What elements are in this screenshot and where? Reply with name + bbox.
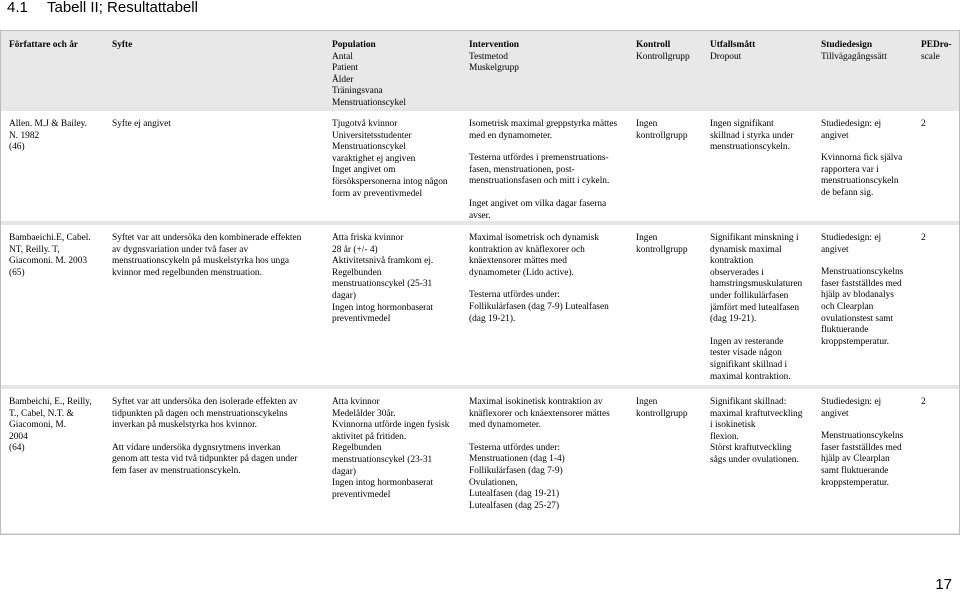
cell-paragraph (710, 337, 814, 383)
cell-text-line: dagar) (332, 466, 356, 477)
cell-study-design (821, 119, 914, 200)
header-title: Population (332, 40, 376, 50)
cell-text-line: Maximal isokinetisk kontraktion av (469, 397, 603, 407)
cell-text-line: Att vidare undersöka dygnsrytmens inverkan (112, 442, 281, 453)
cell-text-line: Tjugotvå kvinnor (332, 119, 398, 129)
cell-text-line: dynamometer (Lido active). (469, 267, 574, 278)
cell-text-line: genom att testa vid två tidpunkter på dagen under (112, 454, 298, 465)
header-subtitle: Ålder (332, 74, 354, 85)
header-title: Intervention (469, 40, 519, 50)
cell-population (332, 397, 462, 501)
cell-text-line: Menstruationscykel (332, 142, 406, 153)
cell-text-line: kroppstemperatur. (821, 477, 889, 488)
cell-text-line: flexion. (710, 431, 739, 442)
cell-paragraph (112, 443, 327, 478)
cell-paragraph (821, 233, 914, 256)
cell-text-line: signifikant skillnad i (710, 359, 788, 370)
cell-text-line: Testerna utfördes under: (469, 290, 560, 301)
header-subtitle: Kontrollgrupp (636, 51, 690, 62)
cell-text-line: angivet (821, 408, 849, 419)
header-pedro-score (921, 40, 959, 63)
header-subtitle: Antal (332, 51, 353, 62)
cell-paragraph (112, 119, 327, 131)
cell-text-line: Ingen (636, 119, 658, 129)
cell-paragraph (821, 431, 914, 489)
cell-text-line: Maximal isometrisk och dynamisk (469, 233, 599, 243)
cell-text-line: i isokinetisk (710, 420, 756, 431)
header-title: Författare och år (9, 40, 79, 50)
header-subtitle: Patient (332, 63, 359, 74)
cell-text-line: menstruationscykeln. (710, 142, 790, 153)
cell-text-line: menstruationscykel (23-31 (332, 454, 433, 465)
header-title: Studiedesign (821, 40, 873, 50)
cell-text-line: menstruationscykel (25-31 (332, 279, 433, 290)
cell-text-line: Inget angivet om (332, 165, 396, 176)
cell-text-line: Menstruationen (dag 1-4) (469, 454, 565, 465)
cell-text-line: Ingen signifikant (710, 119, 774, 129)
header-population (332, 40, 462, 110)
cell-study-design (821, 397, 914, 489)
cell-text-line: inverkan på muskelstyrka hos kvinnor. (112, 420, 258, 431)
header-outcome (710, 40, 814, 63)
cell-intervention (469, 233, 629, 325)
cell-text-line: Signifikant minskning i (710, 233, 799, 243)
cell-text-line: försökspersonerna intog någon (332, 176, 448, 187)
cell-text-line: Ingen (636, 233, 658, 243)
cell-paragraph (112, 397, 327, 432)
cell-outcome (710, 397, 814, 467)
cell-text-line: kontraktion av knäflexorer och (469, 244, 585, 255)
cell-text-line: Ingen av resterande (710, 336, 784, 347)
cell-text-line: Syftet var att undersöka den isolerade effekten av (112, 397, 298, 407)
cell-text-line: Regelbunden (332, 267, 382, 278)
cell-text-line: fasen, menstruationen, post- (469, 164, 575, 175)
header-subtitle: Menstruationscykel (332, 97, 406, 108)
cell-text-line: menstruationscykeln (821, 176, 899, 187)
cell-paragraph (921, 233, 959, 245)
cell-text-line: Bambaeichi.E, Cabel. (9, 233, 91, 243)
cell-text-line: de befann sig. (821, 187, 874, 198)
cell-text-line: (dag 19-21). (710, 314, 757, 325)
cell-text-line: hamstringsmuskulaturen (710, 279, 803, 290)
cell-text-line: preventivmedel (332, 314, 391, 325)
cell-text-line: (65) (9, 267, 25, 278)
cell-text-line: N. 1982 (9, 130, 40, 141)
header-title: Syfte (112, 40, 133, 50)
cell-intervention (469, 119, 629, 222)
cell-text-line: samt fluktuerande (821, 465, 889, 476)
cell-text-line: (dag 19-21). (469, 313, 516, 324)
cell-text-line: kontraktion (710, 256, 754, 267)
cell-population (332, 119, 462, 200)
cell-population (332, 233, 462, 326)
cell-text-line: 2 (921, 397, 926, 407)
cell-text-line: 2004 (9, 431, 28, 442)
cell-text-line: knäflexorer och knäextensorer mättes (469, 408, 610, 419)
cell-text-line: sågs under ovulationen. (710, 454, 799, 465)
cell-text-line: Universitetsstudenter (332, 130, 412, 141)
cell-text-line: (64) (9, 443, 25, 454)
cell-text-line: maximal kraftutveckling (710, 408, 803, 419)
cell-paragraph (9, 119, 104, 154)
cell-text-line: Lutealfasen (dag 25-27) (469, 500, 560, 511)
cell-text-line: Kvinnorna fick själva (821, 153, 903, 164)
cell-text-line: tester visade någon (710, 348, 782, 359)
cell-text-line: tidpunkten på dagen och menstruationscykelns (112, 408, 288, 419)
cell-text-line: kontrollgrupp (636, 244, 688, 255)
table-header-row (1, 31, 959, 107)
cell-text-line: menstruationscykeln på muskelstyrka hos unga (112, 256, 290, 267)
cell-purpose (112, 233, 327, 279)
cell-paragraph (821, 397, 914, 420)
cell-pedro-score (921, 397, 959, 409)
cell-text-line: Testerna utfördes under: (469, 442, 560, 453)
cell-paragraph (821, 267, 914, 348)
cell-author-year (9, 233, 104, 279)
cell-text-line: Menstruationscykelns (821, 431, 904, 442)
cell-text-line: Lutealfasen (dag 19-21) (469, 489, 560, 500)
cell-text-line: dynamisk maximal (710, 244, 782, 255)
cell-text-line: varaktighet ej angiven (332, 153, 416, 164)
cell-text-line: Studiedesign: ej (821, 233, 882, 243)
cell-paragraph (9, 233, 104, 279)
cell-text-line: fluktuerande (821, 325, 869, 336)
cell-text-line: hjälp av Clearplan (821, 454, 890, 465)
cell-text-line: Isometrisk maximal greppstyrka mättes (469, 119, 618, 129)
cell-text-line: Giacomoni. M. 2003 (9, 256, 88, 267)
cell-text-line: (46) (9, 142, 25, 153)
cell-text-line: Follikulärfasen (dag 7-9) Lutealfasen (469, 301, 609, 312)
header-title: Kontroll (636, 40, 671, 50)
cell-control (636, 119, 704, 142)
header-study-design (821, 40, 914, 63)
header-subtitle: Muskelgrupp (469, 63, 519, 74)
cell-text-line: observerades i (710, 267, 764, 278)
cell-text-line: Ovulationen, (469, 477, 518, 488)
cell-paragraph (636, 397, 704, 420)
header-control (636, 40, 704, 63)
cell-text-line: Menstruationscykelns (821, 267, 904, 278)
header-subtitle: scale (921, 51, 940, 62)
cell-text-line: Ingen intog hormonbaserat (332, 302, 434, 313)
cell-text-line: ovulationstest samt (821, 313, 894, 324)
cell-text-line: 2 (921, 119, 926, 129)
cell-text-line: Störst kraftutveckling (710, 443, 792, 454)
cell-text-line: jämfört med lutealfasen (710, 302, 800, 313)
cell-text-line: kvinnor med regelbunden menstruation. (112, 267, 262, 278)
section-number: 4.1 (7, 0, 28, 16)
cell-intervention (469, 397, 629, 512)
cell-text-line: Studiedesign: ej (821, 397, 882, 407)
cell-pedro-score (921, 233, 959, 245)
header-title: PEDro- (921, 40, 952, 50)
cell-paragraph (469, 119, 629, 142)
cell-paragraph (332, 233, 462, 326)
header-subtitle: Dropout (710, 51, 742, 62)
cell-text-line: fem faser av menstruationscykeln. (112, 465, 241, 476)
header-intervention (469, 40, 629, 75)
table-row (1, 389, 959, 533)
cell-text-line: Kvinnorna utförde ingen fysisk (332, 420, 450, 431)
cell-text-line: 2 (921, 233, 926, 243)
cell-text-line: Ingen (636, 397, 658, 407)
cell-paragraph (821, 153, 914, 199)
cell-text-line: Syfte ej angivet (112, 119, 171, 129)
cell-text-line: Signifikant skillnad: (710, 397, 787, 407)
cell-paragraph (469, 199, 629, 222)
cell-text-line: NT, Reilly. T, (9, 244, 60, 255)
cell-text-line: Regelbunden (332, 443, 382, 454)
cell-paragraph (636, 119, 704, 142)
cell-paragraph (710, 119, 814, 154)
cell-text-line: under follikulärfasen (710, 290, 789, 301)
cell-paragraph (332, 119, 462, 200)
cell-text-line: angivet (821, 244, 849, 255)
cell-outcome (710, 119, 814, 154)
cell-text-line: Studiedesign: ej (821, 119, 882, 129)
cell-paragraph (921, 397, 959, 409)
cell-text-line: angivet (821, 130, 849, 141)
header-title: Utfallsmått (710, 40, 756, 50)
cell-text-line: form av preventivmedel (332, 188, 423, 199)
header-purpose (112, 40, 327, 52)
table-row (1, 225, 959, 385)
cell-text-line: Ingen intog hormonbaserat (332, 478, 434, 489)
cell-text-line: faser fastställdes med (821, 278, 902, 289)
cell-text-line: Testerna utfördes i premenstruations- (469, 153, 609, 164)
page-number: 17 (935, 576, 952, 593)
cell-text-line: med en dynamometer. (469, 130, 553, 141)
header-subtitle: Träningsvana (332, 86, 383, 97)
cell-paragraph (921, 119, 959, 131)
cell-text-line: avser. (469, 210, 491, 221)
cell-text-line: aktivitet på fritiden. (332, 431, 407, 442)
cell-control (636, 397, 704, 420)
cell-text-line: Syftet var att undersöka den kombinerade effekten (112, 233, 302, 243)
cell-purpose (112, 119, 327, 131)
cell-text-line: med dynamometer. (469, 420, 541, 431)
cell-paragraph (710, 233, 814, 326)
cell-text-line: Medelålder 30år. (332, 408, 396, 419)
cell-outcome (710, 233, 814, 383)
header-author-year (9, 40, 104, 52)
cell-text-line: kroppstemperatur. (821, 336, 889, 347)
cell-text-line: Aktivitetsnivå framkom ej. (332, 256, 434, 267)
cell-text-line: Giacomoni, M. (9, 420, 67, 431)
section-title: Tabell II; Resultattabell (47, 0, 198, 16)
header-subtitle: Testmetod (469, 51, 508, 62)
cell-text-line: Åtta kvinnor (332, 397, 380, 407)
cell-text-line: Allen. M.J & Bailey. (9, 119, 88, 129)
cell-text-line: 28 år (+/- 4) (332, 244, 378, 255)
header-subtitle: Tillvägagångssätt (821, 51, 887, 62)
cell-text-line: menstruationsfasen och mitt i cykeln. (469, 176, 610, 187)
cell-paragraph (821, 119, 914, 142)
cell-paragraph (112, 233, 327, 279)
cell-paragraph (332, 397, 462, 501)
results-table (0, 30, 960, 535)
cell-text-line: knäextensorer mättes med (469, 256, 567, 267)
cell-paragraph (469, 443, 629, 513)
cell-pedro-score (921, 119, 959, 131)
cell-text-line: och Clearplan (821, 301, 874, 312)
cell-text-line: Åtta friska kvinnor (332, 233, 404, 243)
cell-text-line: skillnad i styrka under (710, 130, 794, 141)
cell-paragraph (469, 397, 629, 432)
cell-text-line: preventivmedel (332, 489, 391, 500)
cell-text-line: Follikulärfasen (dag 7-9) (469, 465, 563, 476)
cell-paragraph (469, 290, 629, 325)
table-row (1, 111, 959, 221)
section-heading (0, 0, 960, 22)
cell-text-line: T., Cabel, N.T. & (9, 408, 74, 419)
cell-text-line: kontrollgrupp (636, 408, 688, 419)
cell-text-line: hjälp av blodanalys (821, 290, 894, 301)
cell-paragraph (636, 233, 704, 256)
cell-paragraph (9, 397, 104, 455)
cell-paragraph (469, 153, 629, 188)
cell-study-design (821, 233, 914, 348)
cell-text-line: kontrollgrupp (636, 130, 688, 141)
cell-text-line: av dygnsvariation under två faser av (112, 244, 249, 255)
cell-purpose (112, 397, 327, 478)
cell-author-year (9, 397, 104, 455)
cell-author-year (9, 119, 104, 154)
cell-text-line: Inget angivet om vilka dagar faserna (469, 198, 607, 209)
cell-text-line: maximal kontraktion. (710, 371, 791, 382)
cell-text-line: faser fastställdes med (821, 442, 902, 453)
cell-text-line: Bambeichi, E., Reilly, (9, 397, 92, 407)
cell-paragraph (469, 233, 629, 279)
cell-text-line: dagar) (332, 290, 356, 301)
cell-text-line: rapportera var i (821, 164, 879, 175)
cell-control (636, 233, 704, 256)
cell-paragraph (710, 397, 814, 467)
